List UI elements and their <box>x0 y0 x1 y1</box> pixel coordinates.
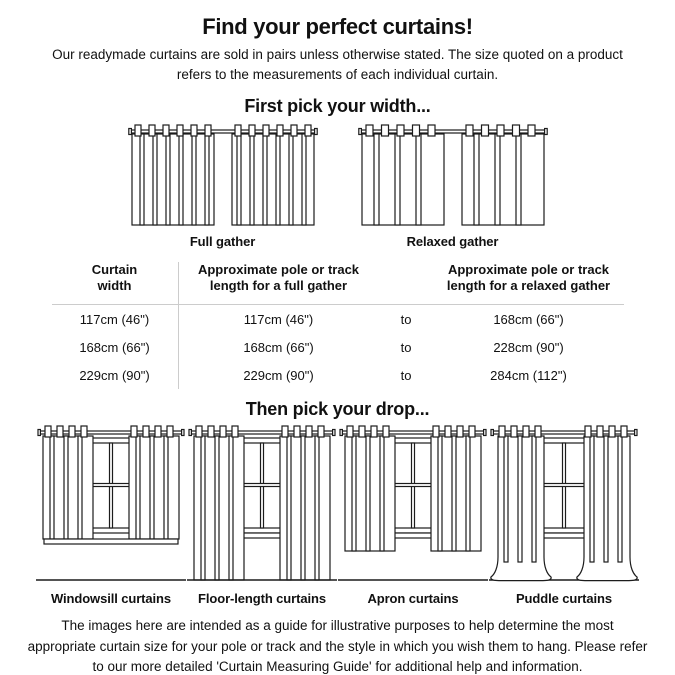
full-gather-curtains-icon <box>128 123 318 227</box>
table-row <box>52 361 624 389</box>
puddle-curtains-icon <box>489 425 639 587</box>
relaxed-gather-label: Relaxed gather <box>406 233 499 249</box>
size-table-header <box>52 262 624 306</box>
relaxed-gather-value: 284cm (112") <box>490 368 567 384</box>
full-gather-label: Full gather <box>189 233 256 249</box>
apron-curtains-figure <box>338 425 488 606</box>
full-gather-value: 117cm (46") <box>243 312 314 328</box>
table-row <box>52 305 624 333</box>
full-gather-value: 168cm (66") <box>243 340 314 356</box>
floor-length-curtains-icon <box>187 425 337 587</box>
col-header-curtain-width: Curtain width <box>91 261 138 294</box>
relaxed-gather-figure <box>358 123 548 249</box>
range-joiner: to <box>400 368 412 384</box>
curtain-width-value: 117cm (46") <box>52 305 179 333</box>
curtain-width-value: 229cm (90") <box>52 361 179 389</box>
width-section-heading: First pick your width... <box>244 95 431 116</box>
size-table <box>52 262 624 390</box>
drop-section-heading: Then pick your drop... <box>245 399 430 420</box>
apron-curtains-label: Apron curtains <box>367 591 459 607</box>
puddle-curtains-figure <box>489 425 639 606</box>
windowsill-curtains-figure <box>36 425 186 606</box>
full-gather-value: 229cm (90") <box>243 368 314 384</box>
floor-length-curtains-label: Floor-length curtains <box>198 591 326 607</box>
relaxed-gather-value: 168cm (66") <box>493 312 564 328</box>
footer-note: The images here are intended as a guide for illustrative purposes to help determine the most appropriate curtain size for your pole or track and the style in which you wish them to hang. Please refer to our more detailed 'Curtain Measuring Guide' for additional help and information. <box>27 618 648 674</box>
windowsill-curtains-icon <box>36 425 186 587</box>
relaxed-gather-curtains-icon <box>358 123 548 227</box>
floor-length-curtains-figure <box>187 425 337 606</box>
table-row <box>52 333 624 361</box>
col-header-relaxed-gather: Approximate pole or track length for a relaxed gather <box>446 261 611 294</box>
windowsill-curtains-label: Windowsill curtains <box>50 591 172 607</box>
range-joiner: to <box>400 340 412 356</box>
apron-curtains-icon <box>338 425 488 587</box>
puddle-curtains-label: Puddle curtains <box>515 591 613 607</box>
range-joiner: to <box>400 312 412 328</box>
col-header-full-gather: Approximate pole or track length for a full gather <box>197 261 360 294</box>
relaxed-gather-value: 228cm (90") <box>493 340 564 356</box>
intro-text: Our readymade curtains are sold in pairs unless otherwise stated. The size quoted on a product refers to the measurements of each individual curtain. <box>52 47 623 83</box>
page-title: Find your perfect curtains! <box>202 14 473 39</box>
full-gather-figure <box>128 123 318 249</box>
curtain-width-value: 168cm (66") <box>52 333 179 361</box>
gather-illustrations-row <box>0 123 675 249</box>
drop-illustrations-row <box>0 425 675 606</box>
